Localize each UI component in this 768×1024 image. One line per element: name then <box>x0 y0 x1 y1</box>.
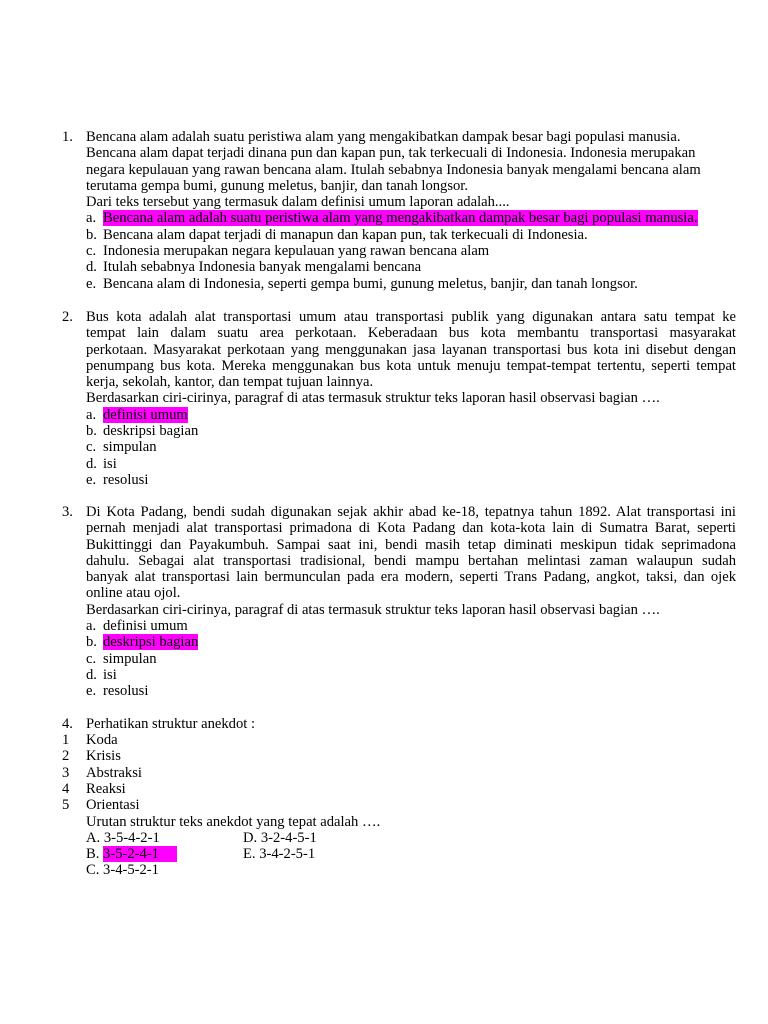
option-letter: c. <box>86 650 97 667</box>
list-item-number: 1 <box>62 732 70 748</box>
option-letter: e. <box>86 683 97 700</box>
answer-letter: B. <box>86 846 100 862</box>
paragraph-line: Bukittinggi dan Payakumbuh. Sampai saat ini, bendi masih tetap diminati meskipun tidak seprimadona <box>86 536 736 553</box>
option-text: Indonesia merupakan negara kepulauan yang rawan bencana alam <box>103 243 490 260</box>
paragraph-line: terutama gempa bumi, gunung meletus, banjir, dan tanah longsor. <box>86 177 469 194</box>
option-a[interactable] <box>86 210 714 226</box>
option-letter: b. <box>86 226 97 243</box>
paragraph-line: tempat lain dalam suatu area perkotaan. Keberadaan bus kota membantu transportasi masyarakat <box>86 325 736 342</box>
option-text: Itulah sebabnya Indonesia banyak mengalami bencana <box>103 259 422 276</box>
option-letter: a. <box>86 406 97 423</box>
question-prompt: Berdasarkan ciri-cirinya, paragraf di atas termasuk struktur teks laporan hasil observasi bagian …. <box>86 390 660 407</box>
paragraph-line: negara kepulauan yang rawan bencana alam. Itulah sebabnya Indonesia banyak mengalami bencana alam <box>86 161 701 178</box>
structure-list <box>62 732 142 813</box>
option-text: Bencana alam dapat terjadi di manapun dan kapan pun, tak terkecuali di Indonesia. <box>103 226 588 243</box>
option-letter: e. <box>86 471 97 488</box>
option-a[interactable] <box>86 618 736 634</box>
paragraph-line: kerja, sekolah, kantor, dan tempat tujuan lainnya. <box>86 374 374 391</box>
list-item-number: 4 <box>62 780 70 797</box>
paragraph-line: perkotaan. Masyarakat perkotaan yang menggunakan jasa layanan transportasi bus kota ini disebut dengan <box>86 341 736 358</box>
question-prompt: Urutan struktur teks anekdot yang tepat adalah …. <box>86 814 381 830</box>
answer-c[interactable]: C. 3-4-5-2-1 <box>86 862 159 878</box>
option-letter: b. <box>86 423 97 440</box>
option-letter: b. <box>86 634 97 651</box>
list-item <box>62 748 142 764</box>
option-letter: c. <box>86 439 97 456</box>
option-letter: e. <box>86 275 97 292</box>
option-d[interactable] <box>86 456 736 472</box>
option-letter: a. <box>86 618 97 635</box>
option-e[interactable] <box>86 472 736 488</box>
question-3-text <box>86 504 736 700</box>
paragraph-line: Di Kota Padang, bendi sudah digunakan sejak akhir abad ke-18, tepatnya tahun 1892. Alat transportasi ini <box>86 504 736 520</box>
list-item-number: 3 <box>62 764 70 781</box>
list-item <box>62 732 142 748</box>
option-text: simpulan <box>103 439 157 456</box>
option-text-highlighted: Bencana alam adalah suatu peristiwa alam yang mengakibatkan dampak besar bagi populasi manusia. <box>103 210 698 227</box>
option-c[interactable] <box>86 439 736 455</box>
list-item-text: Krisis <box>86 748 121 765</box>
paragraph-line: banyak alat transportasi lain bermunculan pada era modern, seperti Trans Padang, angkot, taksi, dan ojek <box>86 569 736 586</box>
option-text-highlighted: definisi umum <box>103 406 188 423</box>
option-letter: a. <box>86 210 97 227</box>
list-item-number: 2 <box>62 748 70 765</box>
paragraph-line: Bencana alam adalah suatu peristiwa alam yang mengakibatkan dampak besar bagi populasi manusia. <box>86 129 681 145</box>
question-prompt: Berdasarkan ciri-cirinya, paragraf di atas termasuk struktur teks laporan hasil observasi bagian …. <box>86 601 660 618</box>
option-b[interactable] <box>86 423 736 439</box>
option-text: resolusi <box>103 683 149 700</box>
question-number: 3. <box>62 504 73 520</box>
list-item <box>62 797 142 813</box>
option-c[interactable] <box>86 651 736 667</box>
option-a[interactable] <box>86 407 736 423</box>
option-b[interactable] <box>86 227 714 243</box>
list-item-text: Orientasi <box>86 797 140 814</box>
option-text: deskripsi bagian <box>103 423 199 440</box>
question-prompt: Dari teks tersebut yang termasuk dalam definisi umum laporan adalah.... <box>86 194 510 211</box>
paragraph-line: Bus kota adalah alat transportasi umum atau transportasi publik yang digunakan antara satu tempat ke <box>86 309 736 325</box>
list-item-number: 5 <box>62 797 70 814</box>
question-number: 4. <box>62 716 73 732</box>
paragraph-line: dahulu. Sebagai alat transportasi tradisional, bendi mampu bertahan melintasi zaman walaupun sudah <box>86 552 736 569</box>
list-item-text: Koda <box>86 732 118 748</box>
answer-d[interactable]: D. 3-2-4-5-1 <box>243 830 317 846</box>
paragraph-line: Bencana alam dapat terjadi dinana pun dan kapan pun, tak terkecuali di Indonesia. Indonesia merupakan <box>86 145 696 162</box>
option-text: definisi umum <box>103 618 188 635</box>
option-c[interactable] <box>86 243 714 259</box>
option-text: isi <box>103 666 117 683</box>
paragraph-line: pernah menjadi alat transportasi primadona di Kota Padang dan kota-kota lain di Sumatra Barat, seperti <box>86 520 736 537</box>
question-4-intro: Perhatikan struktur anekdot : <box>86 716 256 732</box>
answer-text-highlighted: 3-5-2-4-1 <box>103 846 177 862</box>
option-letter: d. <box>86 666 97 683</box>
list-item <box>62 765 142 781</box>
option-letter: d. <box>86 259 97 276</box>
paragraph-line: online atau ojol. <box>86 585 181 602</box>
question-2-text <box>86 309 736 488</box>
option-text: simpulan <box>103 650 157 667</box>
option-d[interactable] <box>86 667 736 683</box>
answer-e[interactable]: E. 3-4-2-5-1 <box>243 846 316 862</box>
option-text: Bencana alam di Indonesia, seperti gempa bumi, gunung meletus, banjir, dan tanah longsor. <box>103 275 638 292</box>
question-1-text <box>86 129 714 292</box>
option-letter: c. <box>86 243 97 260</box>
option-letter: d. <box>86 455 97 472</box>
option-text: isi <box>103 455 117 472</box>
question-number: 1. <box>62 129 73 145</box>
answer-b[interactable] <box>86 846 177 862</box>
list-item-text: Reaksi <box>86 780 126 797</box>
option-e[interactable] <box>86 276 714 292</box>
list-item-text: Abstraksi <box>86 764 142 781</box>
question-number: 2. <box>62 309 73 325</box>
list-item <box>62 781 142 797</box>
option-text: resolusi <box>103 471 149 488</box>
option-text-highlighted: deskripsi bagian <box>103 634 199 651</box>
option-d[interactable] <box>86 259 714 275</box>
option-e[interactable] <box>86 683 736 699</box>
answer-a[interactable]: A. 3-5-4-2-1 <box>86 830 160 846</box>
option-b[interactable] <box>86 634 736 650</box>
paragraph-line: penumpang bus kota. Mereka menggunakan bus kota untuk menuju tempat-tempat tertentu, seperti tempat <box>86 357 736 374</box>
